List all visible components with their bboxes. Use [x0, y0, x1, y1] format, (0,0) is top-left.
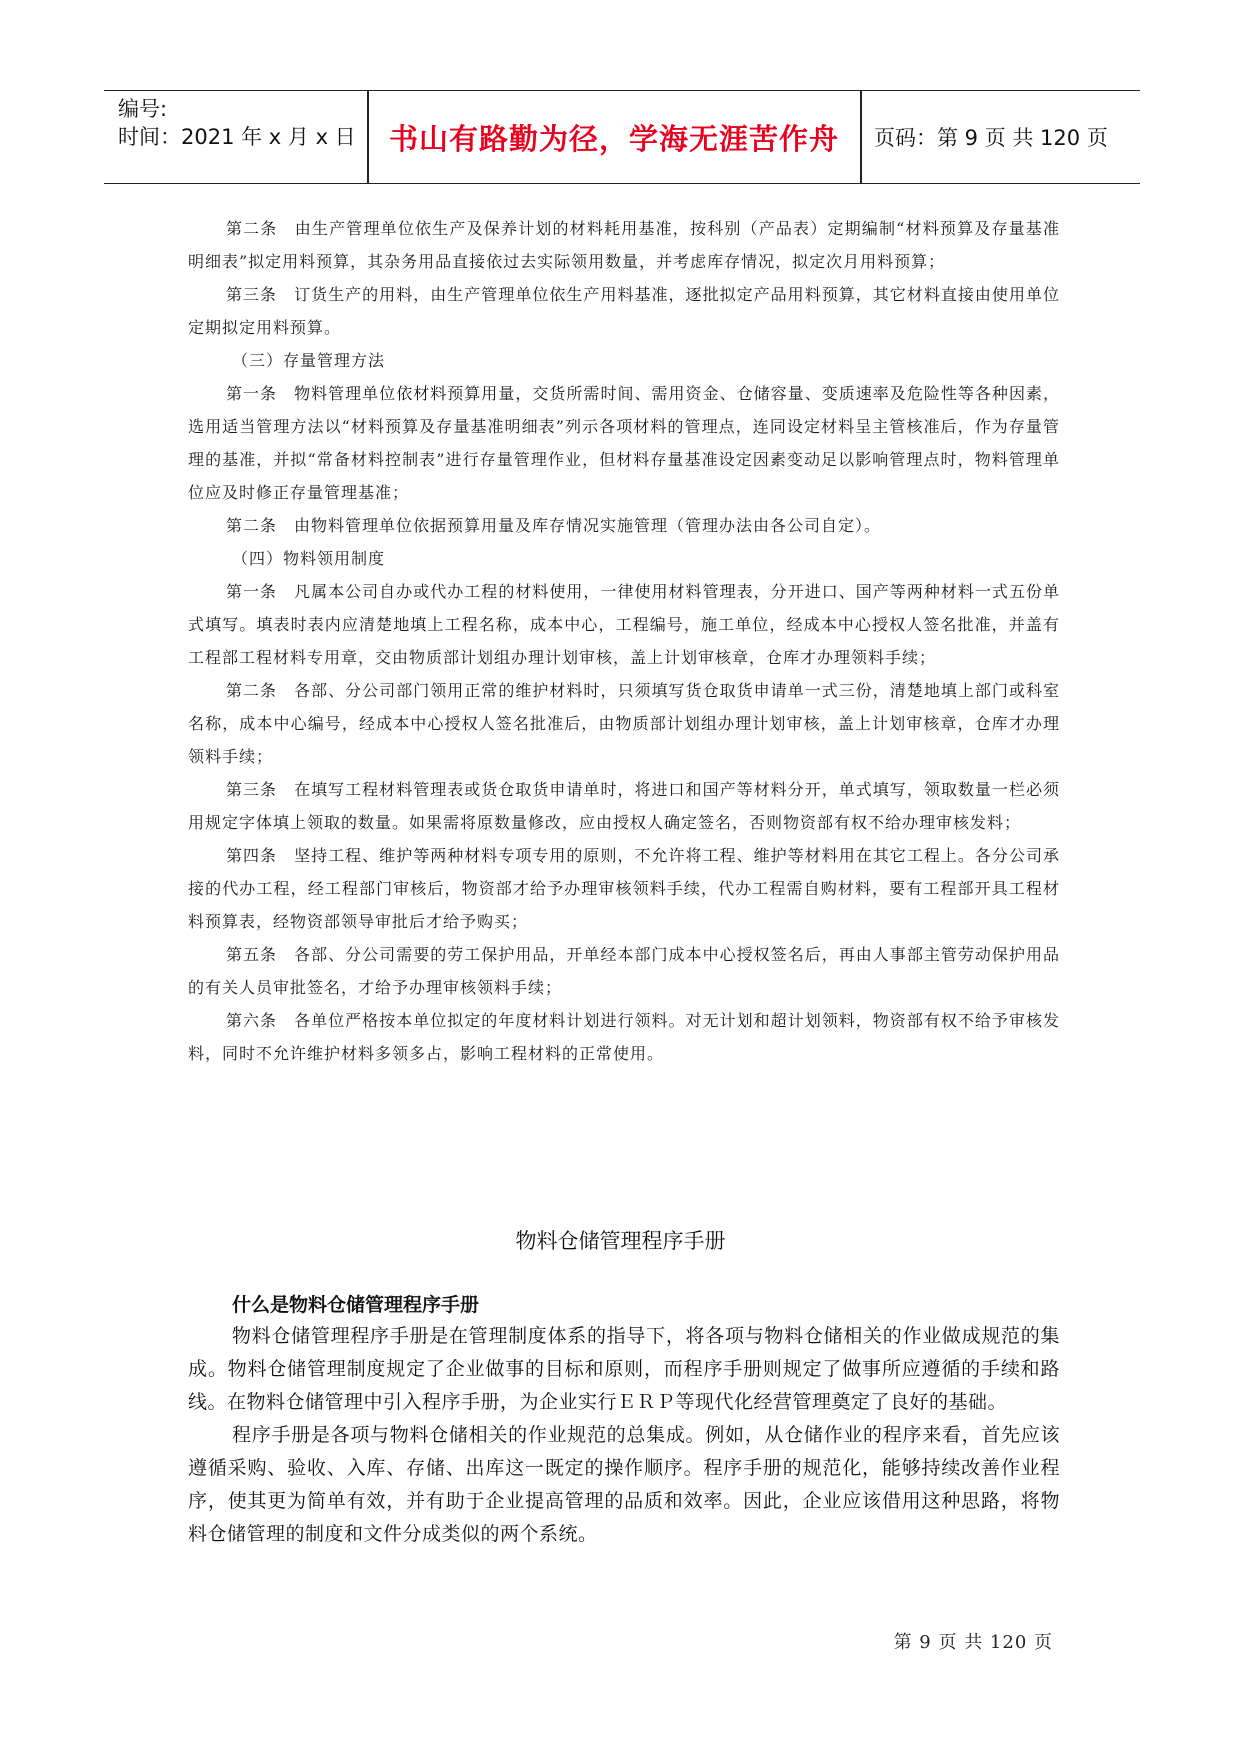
- page-footer: 第 9 页 共 120 页: [893, 1632, 1053, 1653]
- clause-subheading: （四）物料领用制度: [232, 549, 386, 568]
- header-page-code: 页码：第 9 页 共 120 页: [874, 126, 1108, 150]
- clause-paragraph: 第二条 由生产管理单位依生产及保养计划的材料耗用基准，按科别（产品表）定期编制“材料预算及存量基准明细表”拟定用料预算，其杂务用品直接依过去实际领用数量，并考虑库存情况，拟定次月用料预算；: [188, 219, 1060, 271]
- clause-paragraph: 第二条 各部、分公司部门领用正常的维护材料时，只须填写货仓取货申请单一式三份，清楚地填上部门或科室名称，成本中心编号，经成本中心授权人签名批准后，由物质部计划组办理计划审核，盖上计划审核章，仓库才办理领料手续；: [188, 681, 1060, 766]
- document-date: 时间：2021 年 x 月 x 日: [118, 125, 356, 149]
- section-subheading: 什么是物料仓储管理程序手册: [232, 1294, 480, 1316]
- clause-paragraph: 第三条 订货生产的用料，由生产管理单位依生产用料基准，逐批拟定产品用料预算，其它材料直接由使用单位定期拟定用料预算。: [188, 285, 1060, 337]
- section-title: 物料仓储管理程序手册: [515, 1229, 726, 1253]
- clause-paragraph: 第五条 各部、分公司需要的劳工保护用品，开单经本部门成本中心授权签名后，再由人事部主管劳动保护用品的有关人员审批签名，才给予办理审核领料手续；: [188, 945, 1060, 997]
- body-paragraph: 程序手册是各项与物料仓储相关的作业规范的总集成。例如，从仓储作业的程序来看，首先应该遵循采购、验收、入库、存储、出库这一既定的操作顺序。程序手册的规范化，能够持续改善作业程序，使其更为简单有效，并有助于企业提高管理的品质和效率。因此，企业应该借用这种思路，将物料仓储管理的制度和文件分成类似的两个系统。: [188, 1424, 1060, 1545]
- document-header: [104, 90, 1140, 184]
- clause-subheading: （三）存量管理方法: [232, 351, 386, 370]
- clause-paragraph: 第四条 坚持工程、维护等两种材料专项专用的原则，不允许将工程、维护等材料用在其它工程上。各分公司承接的代办工程，经工程部门审核后，物资部才给予办理审核领料手续，代办工程需自购材料，要有工程部开具工程材料预算表，经物资部领导审批后才给予购买；: [188, 846, 1060, 931]
- body-paragraph: 物料仓储管理程序手册是在管理制度体系的指导下，将各项与物料仓储相关的作业做成规范的集成。物料仓储管理制度规定了企业做事的目标和原则，而程序手册则规定了做事所应遵循的手续和路线。在物料仓储管理中引入程序手册，为企业实行ＥＲＰ等现代化经营管理奠定了良好的基础。: [188, 1325, 1060, 1413]
- clause-paragraph: 第一条 物料管理单位依材料预算用量，交货所需时间、需用资金、仓储容量、变质速率及危险性等各种因素，选用适当管理方法以“材料预算及存量基准明细表”列示各项材料的管理点，连同设定材料呈主管核准后，作为存量管理的基准，并拟“常备材料控制表”进行存量管理作业，但材料存量基准设定因素变动足以影响管理点时，物料管理单位应及时修正存量管理基准；: [188, 384, 1060, 502]
- section-body: [188, 1290, 1060, 1551]
- header-meta: [118, 95, 356, 151]
- clause-list: [188, 212, 1060, 1070]
- document-number-label: 编号:: [118, 97, 168, 121]
- clause-paragraph: 第一条 凡属本公司自办或代办工程的材料使用，一律使用材料管理表，分开进口、国产等两种材料一式五份单式填写。填表时表内应清楚地填上工程名称，成本中心，工程编号，施工单位，经成本中心授权人签名批准，并盖有工程部工程材料专用章，交由物质部计划组办理计划审核，盖上计划审核章，仓库才办理领料手续；: [188, 582, 1060, 667]
- header-divider: [860, 91, 862, 183]
- header-motto: 书山有路勤为径，学海无涯苦作舟: [388, 121, 839, 156]
- clause-paragraph: 第二条 由物料管理单位依据预算用量及库存情况实施管理（管理办法由各公司自定）。: [226, 516, 882, 535]
- clause-paragraph: 第六条 各单位严格按本单位拟定的年度材料计划进行领料。对无计划和超计划领料，物资部有权不给予审核发料，同时不允许维护材料多领多占，影响工程材料的正常使用。: [188, 1011, 1060, 1063]
- clause-paragraph: 第三条 在填写工程材料管理表或货仓取货申请单时，将进口和国产等材料分开，单式填写，领取数量一栏必须用规定字体填上领取的数量。如果需将原数量修改，应由授权人确定签名，否则物资部有权不给办理审核发料；: [188, 780, 1060, 832]
